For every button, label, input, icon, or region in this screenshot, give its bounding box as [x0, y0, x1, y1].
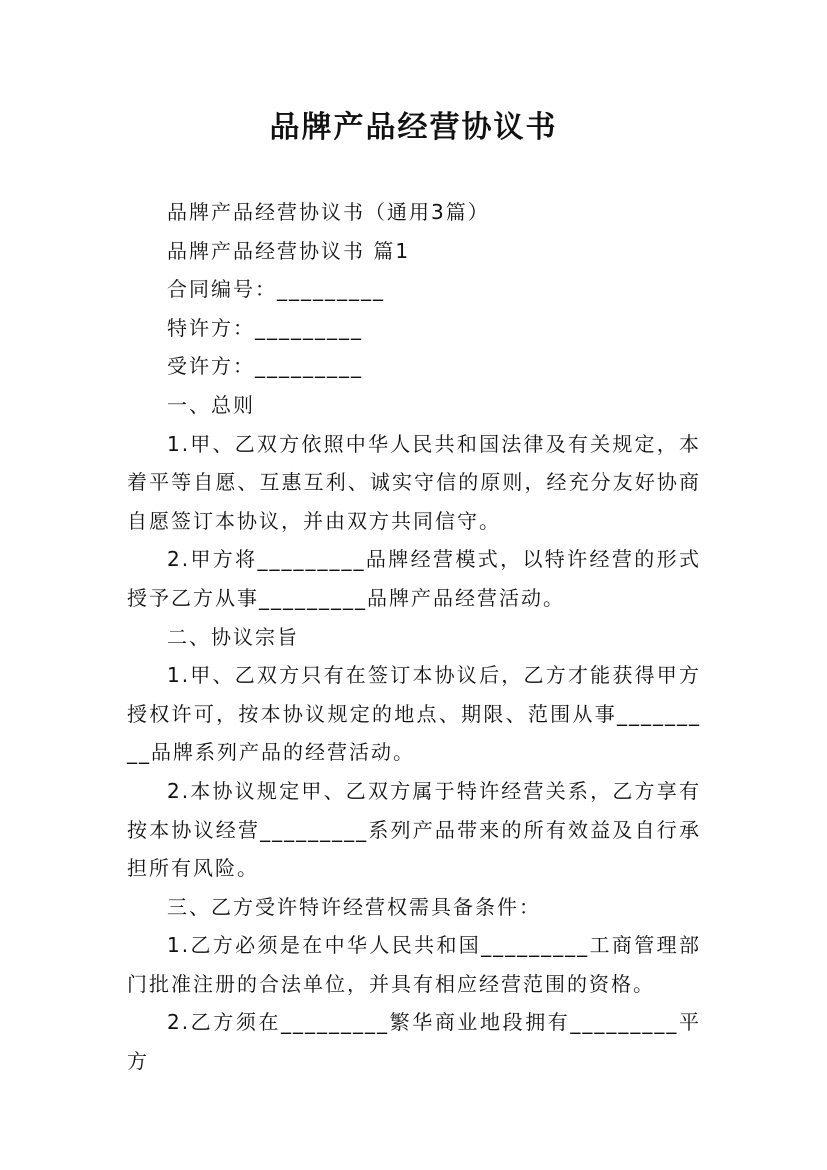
paragraph-clause: 1.乙方必须是在中华人民共和国_________工商管理部门批准注册的合法单位，并具有相应经营范围的资格。 [127, 933, 701, 996]
paragraph-clause: 1.甲、乙双方只有在签订本协议后，乙方才能获得甲方授权许可，按本协议规定的地点、期限、范围从事_________品牌系列产品的经营活动。 [127, 663, 701, 765]
paragraph-clause: 2.乙方须在_________繁华商业地段拥有_________平方 [127, 1010, 701, 1074]
paragraph-clause: 2.本协议规定甲、乙双方属于特许经营关系，乙方享有按本协议经营_________系列产品带来的所有效益及自行承担所有风险。 [127, 778, 701, 881]
paragraph-contract-number: 合同编号：_________ [167, 277, 385, 302]
paragraph-clause: 1.甲、乙双方依照中华人民共和国法律及有关规定，本着平等自愿、互惠互利、诚实守信的原则，经充分友好协商自愿签订本协议，并由双方共同信守。 [127, 431, 701, 533]
paragraph-franchisee: 受许方：_________ [167, 354, 363, 379]
document-body [127, 193, 701, 1081]
paragraph-subtitle: 品牌产品经营协议书（通用3篇） [167, 200, 490, 224]
paragraph-part-heading: 品牌产品经营协议书 篇1 [167, 238, 411, 263]
section-heading-general: 一、总则 [167, 392, 255, 417]
paragraph-franchisor: 特许方：_________ [167, 315, 363, 340]
section-heading-purpose: 二、协议宗旨 [167, 624, 299, 649]
paragraph-clause: 2.甲方将_________品牌经营模式，以特许经营的形式授予乙方从事_________品牌产品经营活动。 [127, 547, 701, 610]
document-title: 品牌产品经营协议书 [269, 110, 558, 145]
section-heading-conditions: 三、乙方受许特许经营权需具备条件： [167, 894, 541, 919]
